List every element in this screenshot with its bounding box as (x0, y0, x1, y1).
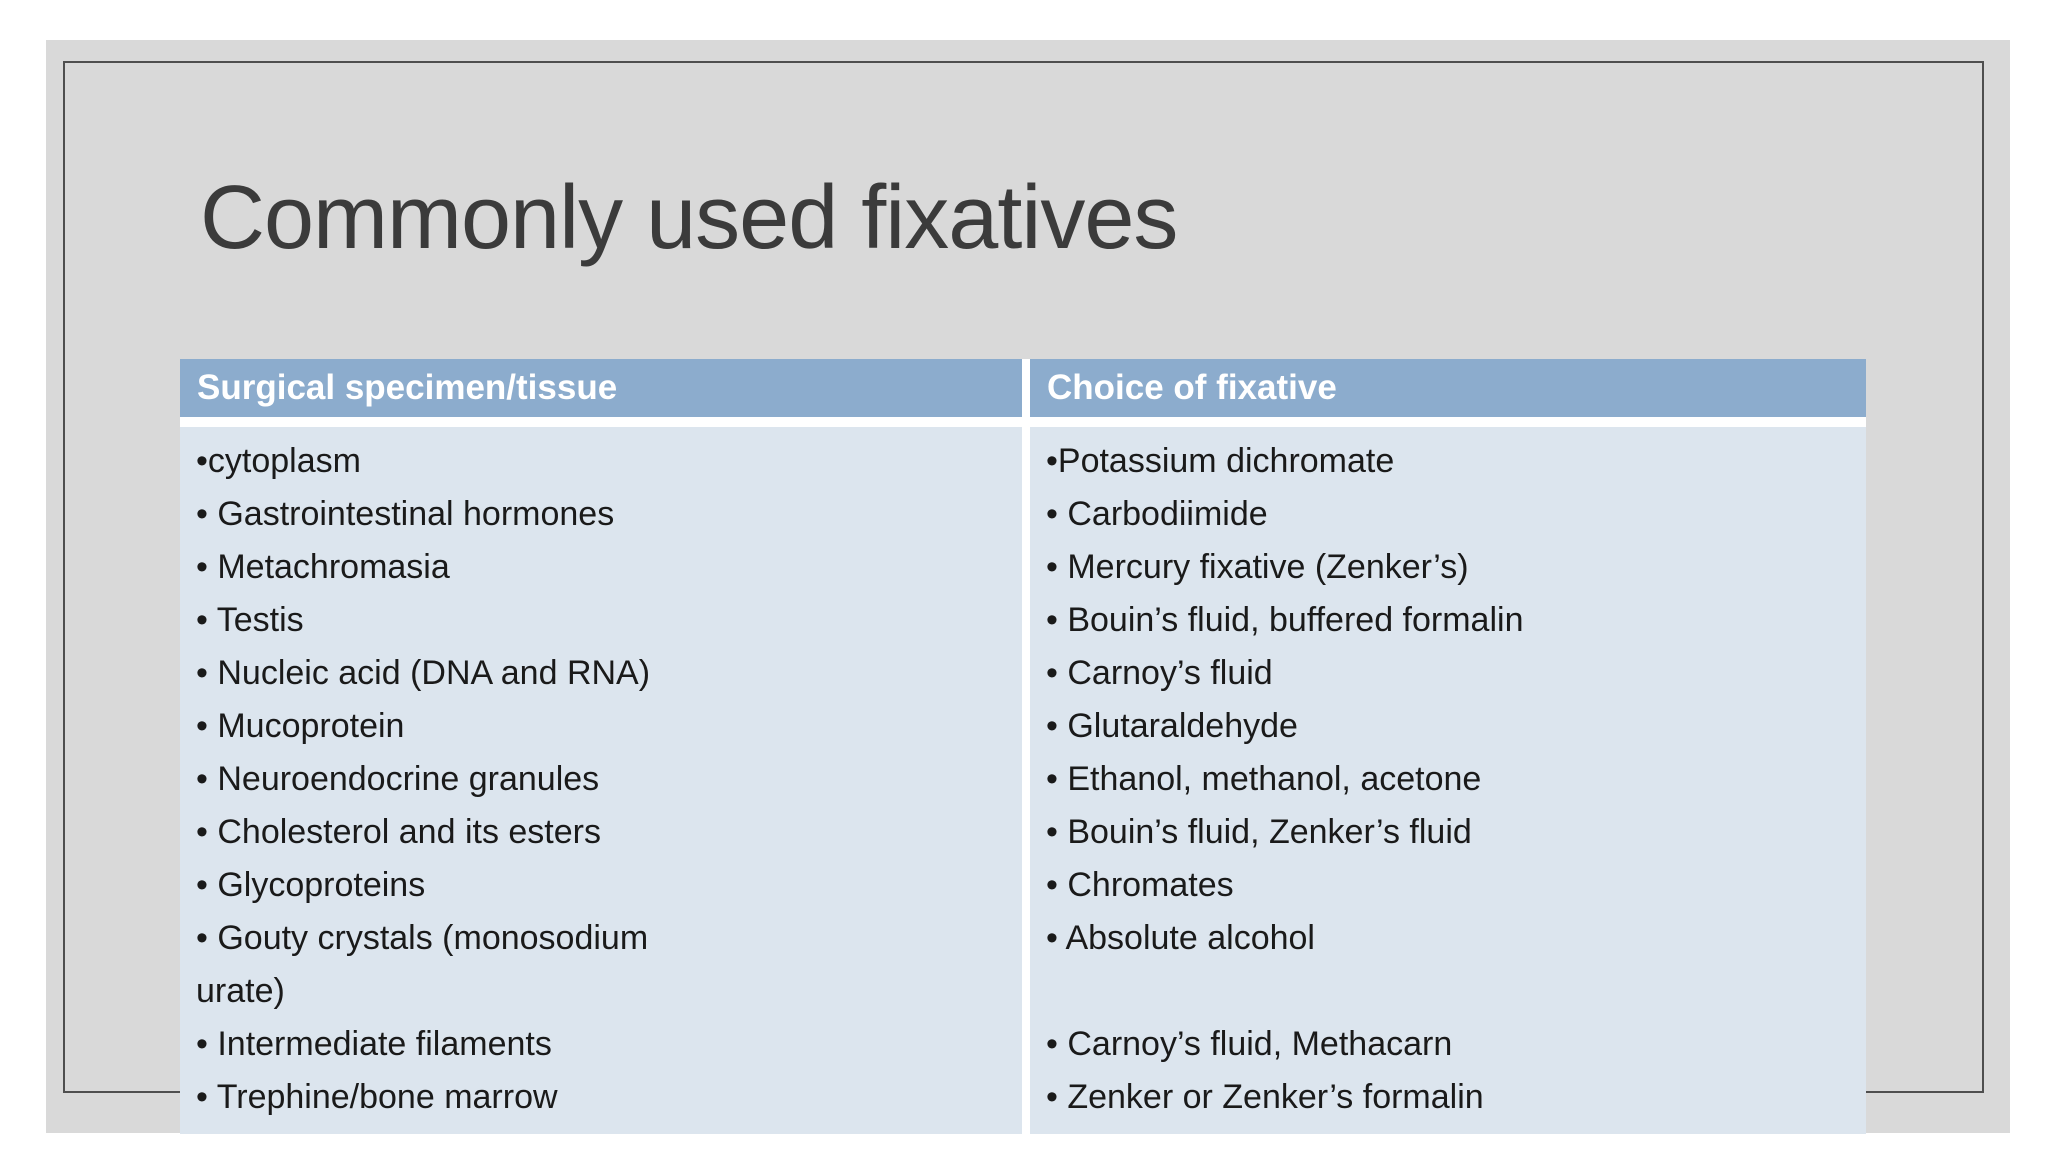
table-header-row (180, 359, 1866, 417)
slide-title: Commonly used fixatives (200, 168, 1178, 268)
list-line: • Intermediate filaments (196, 1025, 552, 1063)
list-line: •cytoplasm (196, 442, 361, 480)
list-line: • Bouin’s fluid, Zenker’s fluid (1046, 813, 1472, 851)
header-cell-specimen: Surgical specimen/tissue (180, 359, 1022, 417)
list-line: • Testis (196, 601, 304, 639)
list-line (1046, 965, 1856, 1018)
list-line: • Nucleic acid (DNA and RNA) (196, 654, 651, 692)
list-line: • Gastrointestinal hormones (196, 495, 615, 533)
list-line: urate) (196, 972, 285, 1010)
list-line: • Carnoy’s fluid (1046, 654, 1273, 692)
list-line: • Zenker or Zenker’s formalin (1046, 1078, 1484, 1116)
list-line: • Absolute alcohol (1046, 919, 1315, 957)
header-cell-fixative: Choice of fixative (1030, 359, 1866, 417)
list-line: • Gouty crystals (monosodium (196, 919, 649, 957)
list-line: • Neuroendocrine granules (196, 760, 600, 798)
list-line: • Metachromasia (196, 548, 450, 586)
specimen-list-cell (180, 427, 1022, 1134)
list-line: • Cholesterol and its esters (196, 813, 601, 851)
list-line: • Carnoy’s fluid, Methacarn (1046, 1025, 1453, 1063)
list-line: • Chromates (1046, 866, 1234, 904)
fixatives-table (180, 359, 1866, 1134)
list-line: • Glycoproteins (196, 866, 426, 904)
column-divider (1022, 359, 1030, 417)
column-divider (1022, 427, 1030, 1134)
list-line: •Potassium dichromate (1046, 442, 1395, 480)
table-body-row (180, 427, 1866, 1134)
list-line: • Glutaraldehyde (1046, 707, 1298, 745)
list-line: • Carbodiimide (1046, 495, 1268, 533)
list-line: • Mucoprotein (196, 707, 405, 745)
list-line: • Mercury fixative (Zenker’s) (1046, 548, 1469, 586)
fixative-list-cell (1030, 427, 1866, 1134)
list-line: • Ethanol, methanol, acetone (1046, 760, 1482, 798)
list-line: • Trephine/bone marrow (196, 1078, 558, 1116)
list-line: • Bouin’s fluid, buffered formalin (1046, 601, 1524, 639)
